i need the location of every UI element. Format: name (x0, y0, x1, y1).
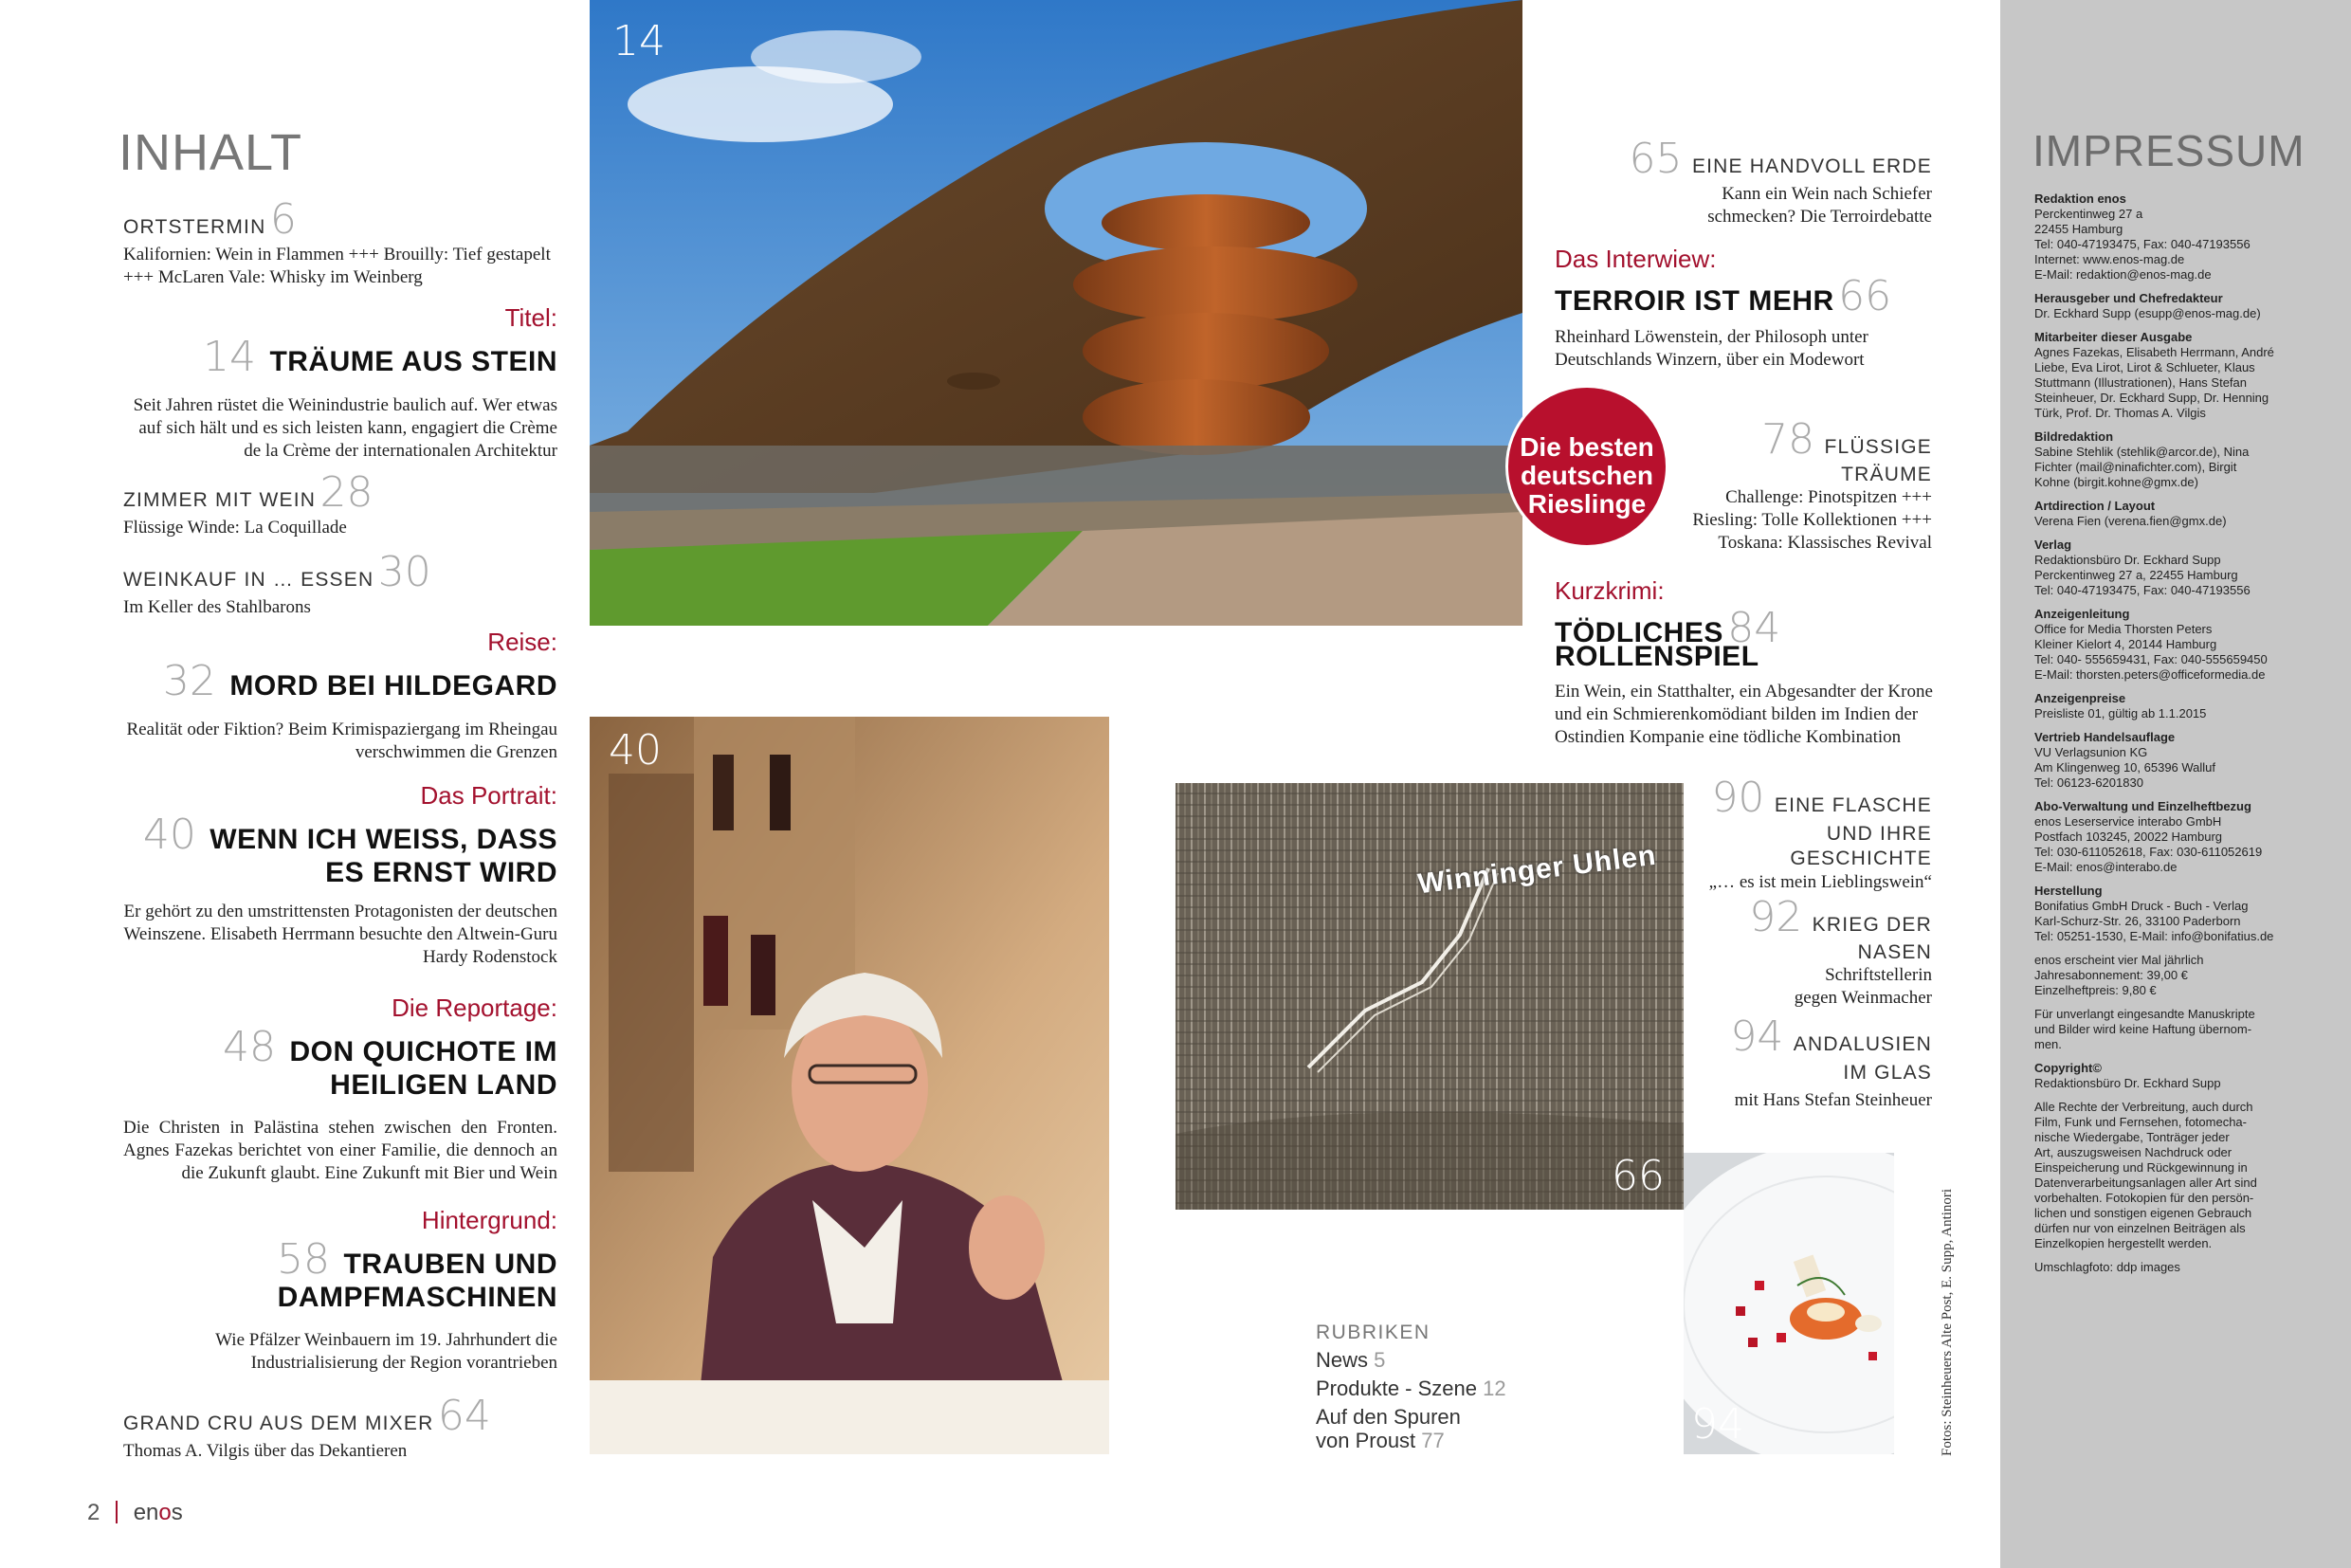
rubriken-heading: RUBRIKEN (1316, 1322, 1431, 1343)
impressum-line: Bonifatius GmbH Druck - Buch - Verlag (2034, 899, 2249, 913)
impressum-line: Dr. Eckhard Supp (esupp@enos-mag.de) (2034, 306, 2261, 320)
impressum-line: Art, auszugsweisen Nachdruck oder (2034, 1145, 2233, 1159)
toc-desc-line2: schmecken? Die Terroirdebatte (1707, 207, 1932, 227)
toc-desc-line2: Deutschlands Winzern, über ein Modewort (1555, 350, 1865, 370)
toc-item-grandcru[interactable] (123, 1392, 569, 1463)
toc-desc: Ein Wein, ein Statthalter, ein Abgesandter der Krone und ein Schmierenkomödiant bilden im Indien der Ostindien Kompanie eine tödliche Kombination (1555, 682, 1933, 747)
toc-desc: Kalifornien: Wein in Flammen +++ Brouilly: Tief gestapelt +++ McLaren Vale: Whisky im Weinberg (123, 245, 551, 287)
toc-page: 65 (1629, 135, 1683, 183)
impressum-line: Tel: 05251-1530, E-Mail: info@bonifatius.de (2034, 929, 2274, 943)
toc-page: 78 (1761, 415, 1815, 464)
impressum-block (2034, 1100, 2319, 1251)
impressum-line: und Bilder wird keine Haftung übernom- (2034, 1022, 2252, 1036)
page-number: 2 (87, 1500, 100, 1525)
impressum-line: Datenverarbeitungsanlagen aller Art sind (2034, 1176, 2257, 1190)
impressum-block-heading: Anzeigenleitung (2034, 607, 2130, 621)
toc-desc-line3: Toskana: Klassisches Revival (1718, 533, 1932, 553)
impressum-line: Karl-Schurz-Str. 26, 33100 Paderborn (2034, 914, 2241, 928)
impressum-line: Liebe, Eva Lirot, Lirot & Schlueter, Klaus (2034, 360, 2255, 374)
impressum-block (2034, 1007, 2319, 1052)
toc-item-krimi[interactable] (1555, 576, 1953, 749)
impressum-line: Alle Rechte der Verbreitung, auch durch (2034, 1100, 2253, 1114)
impressum-line: E-Mail: thorsten.peters@officeformedia.de (2034, 667, 2266, 682)
impressum-block-heading: Vertrieb Handelsauflage (2034, 730, 2176, 744)
impressum-block-heading: Mitarbeiter dieser Ausgabe (2034, 330, 2193, 344)
toc-desc-line1: Schriftstellerin (1825, 965, 1932, 985)
toc-desc: Seit Jahren rüstet die Weinindustrie baulich auf. Wer etwas auf sich hält und es sich leisten kann, engagiert die Crème de la Crème der internationalen Architektur (133, 395, 557, 461)
toc-kicker: Das Portrait: (420, 781, 557, 810)
impressum-block-heading: Verlag (2034, 538, 2072, 552)
toc-page: 94 (1730, 1012, 1784, 1061)
toc-desc: mit Hans Stefan Steinheuer (1734, 1090, 1932, 1110)
toc-title: GRAND CRU AUS DEM MIXER (123, 1413, 434, 1434)
impressum-line: Tel: 030-611052618, Fax: 030-611052619 (2034, 845, 2263, 859)
impressum-line: Jahresabonnement: 39,00 € (2034, 968, 2188, 982)
impressum-block (2034, 291, 2319, 321)
impressum-line: Tel: 040-47193475, Fax: 040-47193556 (2034, 237, 2251, 251)
badge-line: deutschen (1520, 461, 1654, 490)
badge-line: Rieslinge (1527, 489, 1647, 519)
impressum-line: Einzelkopien hergestellt werden. (2034, 1236, 2213, 1250)
toc-title: ORTSTERMIN (123, 216, 266, 238)
toc-item-flasche[interactable] (1697, 774, 1932, 894)
toc-kicker: Hintergrund: (421, 1206, 557, 1234)
toc-item-hintergrund[interactable] (123, 1206, 557, 1375)
toc-title-line2: ES ERNST WIRD (325, 857, 557, 888)
toc-title: TRÄUME AUS STEIN (269, 346, 557, 377)
photo-page-number: 94 (1691, 1400, 1744, 1449)
toc-desc: Flüssige Winde: La Coquillade (123, 518, 347, 538)
toc-page: 48 (223, 1023, 277, 1071)
toc-desc: Wie Pfälzer Weinbauern im 19. Jahrhundert die Industrialisierung der Region vorantrieben (215, 1330, 557, 1373)
impressum-line: Perckentinweg 27 a (2034, 207, 2143, 221)
impressum-block (2034, 1061, 2319, 1091)
impressum-line: E-Mail: redaktion@enos-mag.de (2034, 267, 2212, 282)
impressum-line: 22455 Hamburg (2034, 222, 2123, 236)
impressum-block-heading: Herausgeber und Chefredakteur (2034, 291, 2223, 305)
impressum-line: Sabine Stehlik (stehlik@arcor.de), Nina (2034, 445, 2250, 459)
toc-title-line2: HEILIGEN LAND (330, 1069, 557, 1101)
impressum-line: Kohne (birgit.kohne@gmx.de) (2034, 475, 2198, 489)
impressum-block (2034, 330, 2319, 421)
toc-desc-line2: gegen Weinmacher (1794, 988, 1932, 1008)
impressum-line: Agnes Fazekas, Elisabeth Herrmann, André (2034, 345, 2274, 359)
toc-title-line2: DAMPFMASCHINEN (277, 1282, 557, 1313)
toc-title: TERROIR IST MEHR (1555, 285, 1834, 317)
impressum-block (2034, 429, 2319, 490)
toc-desc-line1: Kann ein Wein nach Schiefer (1722, 184, 1932, 204)
photo-page-number: 14 (612, 17, 665, 65)
impressum-line: Redaktionsbüro Dr. Eckhard Supp (2034, 1076, 2221, 1090)
impressum-block-heading: Anzeigenpreise (2034, 691, 2126, 705)
page-footer (87, 1500, 183, 1526)
toc-item-ortstermin[interactable] (123, 195, 569, 289)
impressum-block (2034, 953, 2319, 998)
toc-title: WENN ICH WEISS, DASS (210, 824, 557, 855)
brand-logo: enos (133, 1500, 183, 1525)
toc-desc-line1: Rheinhard Löwenstein, der Philosoph unter (1555, 327, 1868, 347)
toc-item-reportage[interactable] (123, 994, 557, 1185)
portrait-illustration (590, 717, 1109, 1454)
toc-desc: „… es ist mein Lieblingswein“ (1708, 872, 1932, 892)
impressum-line: Tel: 06123-6201830 (2034, 775, 2143, 790)
impressum-line: Postfach 103245, 20022 Hamburg (2034, 830, 2223, 844)
impressum-block (2034, 538, 2319, 598)
impressum-line: dürfen nur von einzelnen Beiträgen als (2034, 1221, 2246, 1235)
rubrik-item[interactable]: Produkte - Szene 12 (1316, 1377, 1506, 1400)
toc-page: 6 (269, 195, 297, 244)
winery-illustration (590, 0, 1522, 626)
impressum-line: Verena Fien (verena.fien@gmx.de) (2034, 514, 2227, 528)
toc-title: ANDALUSIEN (1793, 1033, 1932, 1055)
impressum-block (2034, 499, 2319, 529)
toc-item-zimmer[interactable] (123, 468, 569, 539)
impressum-line: Einspeicherung und Rückgewinnung in (2034, 1160, 2248, 1175)
impressum-block-heading: Bildredaktion (2034, 429, 2114, 444)
toc-item-andalusien[interactable] (1697, 1012, 1932, 1112)
impressum-block (2034, 799, 2319, 875)
toc-title-line2: UND IHRE GESCHICHTE (1790, 823, 1932, 869)
impressum-block (2034, 691, 2319, 721)
rubriken-section (1316, 1322, 1619, 1452)
toc-page: 32 (162, 657, 216, 705)
toc-title-line2: ROLLENSPIEL (1555, 641, 1759, 672)
toc-title: DON QUICHOTE IM (289, 1036, 557, 1067)
toc-item-titel[interactable] (123, 303, 557, 463)
impressum-line: Steinheuer, Dr. Eckhard Supp, Dr. Henning (2034, 391, 2269, 405)
toc-desc: Die Christen in Palästina stehen zwischen den Fronten. Agnes Fazekas berichtet von einer Familie, die dennoch an die Zukunft glaubt. Eine Zukunft mit Bier und Wein (123, 1118, 557, 1183)
rubrik-item[interactable]: News 5 (1316, 1348, 1386, 1372)
toc-title: EINE HANDVOLL ERDE (1691, 155, 1932, 177)
photo-page-number: 66 (1612, 1152, 1665, 1200)
impressum-block-heading: Artdirection / Layout (2034, 499, 2156, 513)
impressum-line: Tel: 040- 555659431, Fax: 040-555659450 (2034, 652, 2268, 666)
impressum-line: Einzelheftpreis: 9,80 € (2034, 983, 2157, 997)
toc-page: 30 (377, 548, 431, 596)
rieslinge-badge[interactable] (1505, 385, 1668, 548)
food-photo (1684, 1153, 1894, 1454)
toc-kicker: Reise: (487, 628, 557, 656)
impressum-line: Film, Funk und Fernsehen, fotomecha- (2034, 1115, 2247, 1129)
toc-page: 66 (1838, 272, 1892, 320)
impressum-line: Für unverlangt eingesandte Manuskripte (2034, 1007, 2255, 1021)
impressum-line: enos Leserservice interabo GmbH (2034, 814, 2222, 829)
toc-title: MORD BEI HILDEGARD (229, 670, 557, 702)
contents-heading: INHALT (118, 124, 303, 181)
impressum-line: Internet: www.enos-mag.de (2034, 252, 2185, 266)
toc-page: 14 (202, 333, 256, 381)
impressum-line: men. (2034, 1037, 2062, 1051)
photo-page-number: 40 (609, 726, 662, 775)
impressum-line: Fichter (mail@ninafichter.com), Birgit (2034, 460, 2237, 474)
toc-item-fluessig[interactable] (1678, 415, 1932, 555)
toc-title-line2: IM GLAS (1843, 1062, 1932, 1084)
toc-page: 28 (319, 468, 374, 517)
toc-desc-line1: Challenge: Pinotspitzen +++ (1725, 487, 1932, 507)
toc-item-weinkauf[interactable] (123, 548, 569, 619)
toc-page: 84 (1727, 604, 1781, 652)
impressum-line: Perckentinweg 27 a, 22455 Hamburg (2034, 568, 2238, 582)
impressum-heading: IMPRESSUM (2032, 126, 2305, 175)
impressum-block-heading: Abo-Verwaltung und Einzelheftbezug (2034, 799, 2251, 813)
toc-title: TÖDLICHES (1555, 617, 1723, 648)
impressum-block (2034, 884, 2319, 944)
toc-page: 40 (142, 811, 196, 859)
toc-title: EINE FLASCHE (1774, 794, 1932, 816)
impressum-block (2034, 1260, 2319, 1275)
vineyard-photo (1176, 783, 1684, 1210)
impressum-block-heading: Herstellung (2034, 884, 2103, 898)
toc-title: TRAUBEN UND (343, 1249, 557, 1280)
toc-title: FLÜSSIGE TRÄUME (1824, 436, 1932, 485)
vineyard-sign: Winninger Uhlen (1415, 839, 1659, 901)
impressum-block (2034, 730, 2319, 791)
toc-desc: Er gehört zu den umstrittensten Protagonisten der deutschen Weinszene. Elisabeth Herrmann besuchte den Altwein-Guru Hardy Rodenstock (123, 902, 557, 967)
impressum-line: Umschlagfoto: ddp images (2034, 1260, 2180, 1274)
toc-desc: Im Keller des Stahlbarons (123, 597, 311, 617)
toc-item-interview[interactable] (1555, 245, 1953, 372)
toc-item-reise[interactable] (123, 628, 557, 764)
impressum-body (2034, 191, 2319, 1284)
toc-page: 64 (437, 1392, 491, 1440)
footer-divider (116, 1501, 118, 1523)
portrait-photo (590, 717, 1109, 1454)
toc-title: KRIEG DER NASEN (1812, 914, 1932, 963)
toc-page: 58 (277, 1235, 331, 1284)
toc-item-nasen[interactable] (1697, 893, 1932, 1010)
toc-title: ZIMMER MIT WEIN (123, 489, 317, 511)
photo-credit: Fotos: Steinheuers Alte Post, E. Supp, Antinori (1940, 1188, 1955, 1456)
impressum-line: Tel: 040-47193475, Fax: 040-47193556 (2034, 583, 2251, 597)
impressum-block (2034, 191, 2319, 283)
impressum-block-heading: Copyright© (2034, 1061, 2102, 1075)
toc-kicker: Kurzkrimi: (1555, 576, 1665, 605)
impressum-line: Redaktionsbüro Dr. Eckhard Supp (2034, 553, 2221, 567)
toc-desc: Thomas A. Vilgis über das Dekantieren (123, 1441, 408, 1461)
toc-desc-line2: Riesling: Tolle Kollektionen +++ (1692, 510, 1932, 530)
impressum-line: nische Wiedergabe, Tonträger jeder (2034, 1130, 2230, 1144)
toc-item-erde[interactable] (1555, 135, 1932, 228)
toc-desc: Realität oder Fiktion? Beim Krimispaziergang im Rheingau verschwimmen die Grenzen (126, 720, 557, 762)
toc-kicker: Das Interwiew: (1555, 245, 1717, 273)
impressum-block (2034, 607, 2319, 683)
impressum-line: VU Verlagsunion KG (2034, 745, 2148, 759)
impressum-block-heading: Redaktion enos (2034, 191, 2126, 206)
toc-kicker: Die Reportage: (392, 994, 557, 1022)
impressum-panel (2000, 0, 2351, 1568)
impressum-line: E-Mail: enos@interabo.de (2034, 860, 2178, 874)
toc-page: 90 (1711, 774, 1765, 822)
toc-item-portrait[interactable] (123, 781, 557, 969)
rubrik-item[interactable]: Auf den Spuren von Proust 77 (1316, 1405, 1461, 1452)
impressum-line: Am Klingenweg 10, 65396 Walluf (2034, 760, 2216, 775)
impressum-line: vorbehalten. Fotokopien für den persön- (2034, 1191, 2254, 1205)
winery-photo (590, 0, 1522, 626)
toc-page: 92 (1749, 893, 1803, 941)
impressum-line: Stuttmann (Illustrationen), Hans Stefan (2034, 375, 2248, 390)
toc-kicker: Titel: (504, 303, 557, 332)
impressum-line: Kleiner Kielort 4, 20144 Hamburg (2034, 637, 2217, 651)
impressum-line: Preisliste 01, gültig ab 1.1.2015 (2034, 706, 2207, 720)
impressum-line: Türk, Prof. Dr. Thomas A. Vilgis (2034, 406, 2206, 420)
impressum-line: Office for Media Thorsten Peters (2034, 622, 2213, 636)
toc-title: WEINKAUF IN … ESSEN (123, 569, 374, 591)
badge-line: Die besten (1520, 432, 1654, 462)
impressum-line: enos erscheint vier Mal jährlich (2034, 953, 2204, 967)
impressum-line: lichen und sonstigen eigenen Gebrauch (2034, 1206, 2252, 1220)
